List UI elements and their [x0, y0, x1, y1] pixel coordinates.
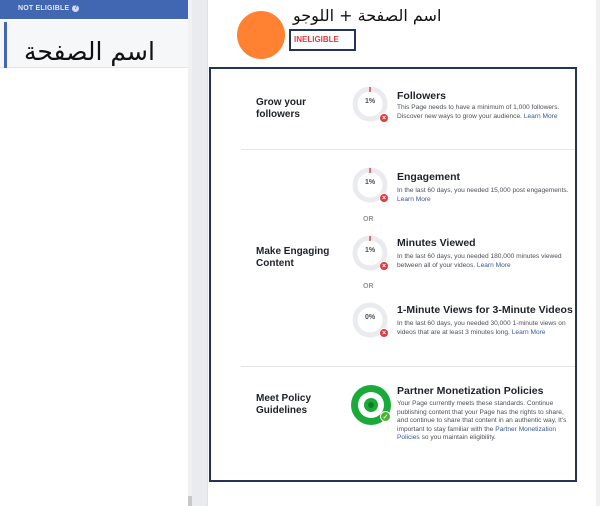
section-title-grow — [256, 97, 306, 121]
sidebar-scrollbar[interactable] — [188, 0, 192, 506]
section-title-line: Make Engaging — [256, 246, 330, 257]
engagement-description-text: In the last 60 days, you needed 15,000 post engagements. — [397, 187, 569, 194]
minutes-description — [397, 253, 572, 270]
section-title-policy — [256, 393, 311, 417]
partner-description-text: Your Page currently meets these standards. Continue publishing content that your Page has the rights to share, and continue to share that content in an authentic way. It's important to stay familiar with the — [397, 400, 567, 433]
section-title-line: Grow your — [256, 97, 307, 108]
sidebar-status-label: NOT ELIGIBLE — [18, 5, 70, 12]
followers-percent: 1% — [364, 98, 376, 105]
sidebar-item-page-label[interactable]: اسم الصفحة — [24, 37, 155, 66]
x-icon: × — [379, 328, 389, 338]
status-badge: INELIGIBLE — [294, 35, 339, 44]
minutes-description-text: In the last 60 days, you needed 180,000 minutes viewed between all of your videos. — [397, 253, 562, 269]
section-title-line: Meet Policy — [256, 393, 312, 404]
learn-more-link[interactable]: Learn More — [523, 112, 558, 120]
section-title-line: followers — [256, 109, 300, 120]
section-title-line: Content — [256, 258, 294, 269]
x-icon: × — [379, 193, 389, 203]
section-divider — [241, 149, 575, 150]
minutes-percent: 1% — [364, 247, 376, 254]
learn-more-link[interactable]: Learn More — [397, 195, 431, 203]
section-title-line: Guidelines — [256, 405, 308, 416]
x-icon: × — [379, 113, 389, 123]
or-separator: OR — [363, 216, 374, 223]
minutes-title: Minutes Viewed — [397, 237, 476, 249]
partner-description-end: so you maintain eligibility. — [421, 434, 496, 442]
one-minute-description — [397, 320, 572, 337]
followers-title: Followers — [397, 90, 447, 102]
sidebar-scrollbar-thumb[interactable] — [188, 496, 192, 506]
page-title: اسم الصفحة + اللوجو — [293, 6, 442, 25]
check-icon: ✓ — [380, 411, 391, 422]
one-minute-description-text: In the last 60 days, you needed 30,000 1-minute views on videos that are at least 3 minutes long. — [397, 320, 566, 336]
engagement-description — [397, 187, 572, 204]
sidebar-item-selected-indicator — [4, 22, 7, 68]
partner-policies-link[interactable]: Partner Monetization Policies — [397, 425, 557, 442]
followers-description-text: This Page needs to have a minimum of 1,000 followers. Discover new ways to grow your audience. — [397, 104, 560, 120]
section-divider — [241, 366, 575, 367]
x-icon: × — [379, 261, 389, 271]
policy-status-dot-center — [368, 402, 374, 408]
section-title-engage — [256, 246, 329, 270]
sidebar — [0, 0, 192, 506]
engagement-title: Engagement — [397, 171, 461, 183]
or-separator: OR — [363, 283, 374, 290]
one-minute-title: 1-Minute Views for 3-Minute Videos — [397, 304, 573, 316]
learn-more-link[interactable]: Learn More — [476, 261, 511, 269]
main-scrollbar[interactable] — [596, 0, 600, 506]
engagement-percent: 1% — [364, 179, 376, 186]
partner-description — [397, 400, 572, 443]
learn-more-link[interactable]: Learn More — [511, 328, 546, 336]
info-icon[interactable]: ? — [73, 5, 78, 11]
sidebar-status — [18, 5, 79, 12]
page-avatar — [237, 11, 285, 59]
one-minute-percent: 0% — [364, 314, 376, 321]
partner-title: Partner Monetization Policies — [397, 385, 544, 397]
followers-description — [397, 104, 572, 121]
